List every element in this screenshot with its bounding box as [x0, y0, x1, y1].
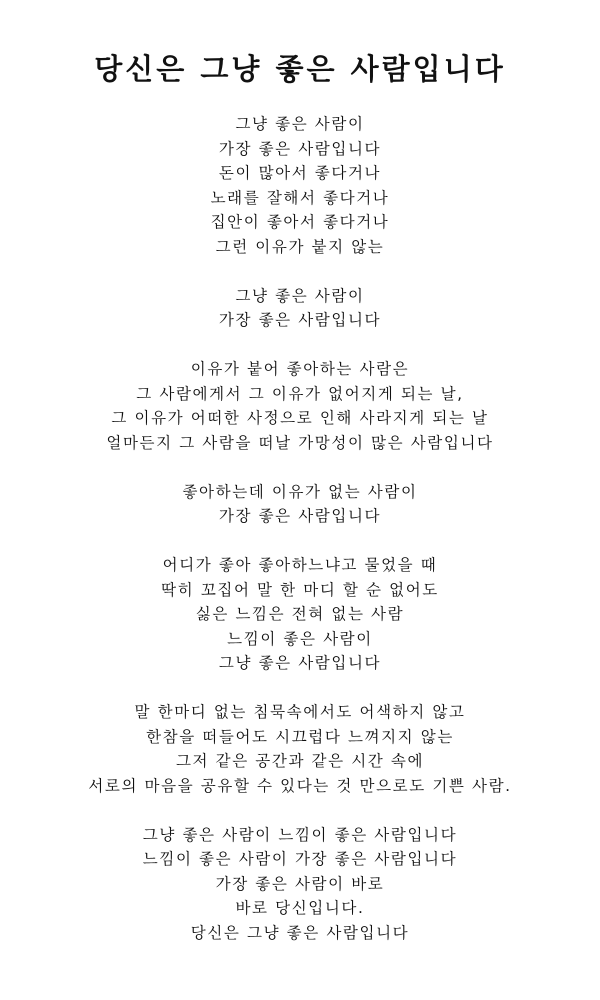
poem-line: 그냥 좋은 사람이 느낌이 좋은 사람입니다: [142, 825, 458, 844]
poem-line: 가장 좋은 사람입니다: [218, 507, 382, 525]
poem-line: 한참을 떠들어도 시끄럽다 느껴지지 않는: [146, 727, 454, 746]
poem-line: 그냥 좋은 사람입니다: [218, 654, 382, 672]
poem-line: 느낌이 좋은 사람이 가장 좋은 사람입니다: [142, 850, 458, 868]
poem-line: 가장 좋은 사람입니다: [218, 311, 382, 329]
poem-line: 가장 좋은 사람입니다: [218, 139, 382, 158]
stanza-4: [0, 480, 600, 529]
poem-line: 이유가 붙어 좋아하는 사람은: [190, 360, 410, 378]
poem-line: 돈이 많아서 좋다거나: [218, 164, 382, 182]
poem-line: 딱히 꼬집어 말 한 마디 할 순 없어도: [161, 580, 439, 599]
stanza-2: [0, 284, 600, 333]
poem-line: 싫은 느낌은 전혀 없는 사람: [195, 605, 405, 623]
stanza-1: [0, 112, 600, 259]
poem-line: 얼마든지 그 사람을 떠날 가망성이 많은 사람입니다: [106, 433, 494, 452]
poem-line: 서로의 마음을 공유할 수 있다는 것 만으로도 기쁜 사람.: [88, 776, 512, 795]
poem-line: 그런 이유가 붙지 않는: [215, 237, 385, 256]
poem-title: 당신은 그냥 좋은 사람입니다: [94, 52, 506, 87]
poem-body: [0, 112, 600, 970]
poem-line: 어디가 좋아 좋아하느냐고 물었을 때: [162, 556, 438, 574]
poem-line: 바로 당신입니다.: [235, 899, 365, 917]
poem-line: 노래를 잘해서 좋다거나: [210, 188, 390, 207]
stanza-3: [0, 357, 600, 455]
stanza-7: [0, 823, 600, 946]
poem-line: 말 한마디 없는 침묵속에서도 어색하지 않고: [134, 703, 466, 721]
poem-line: 그냥 좋은 사람이: [235, 286, 365, 305]
poem-line: 당신은 그냥 좋은 사람입니다: [190, 923, 410, 942]
poem-line: 그 이유가 어떠한 사정으로 인해 사라지게 되는 날: [111, 409, 489, 427]
poem-line: 느낌이 좋은 사람이: [227, 629, 373, 648]
stanza-6: [0, 700, 600, 798]
poem-line: 그냥 좋은 사람이: [235, 115, 365, 133]
poem-line: 가장 좋은 사람이 바로: [215, 874, 385, 893]
poem-line: 좋아하는데 이유가 없는 사람이: [182, 482, 418, 501]
poem-line: 집안이 좋아서 좋다거나: [210, 213, 390, 231]
poem-line: 그 사람에게서 그 이유가 없어지게 되는 날,: [136, 384, 464, 403]
poem-line: 그저 같은 공간과 같은 시간 속에: [175, 752, 425, 770]
stanza-5: [0, 553, 600, 676]
